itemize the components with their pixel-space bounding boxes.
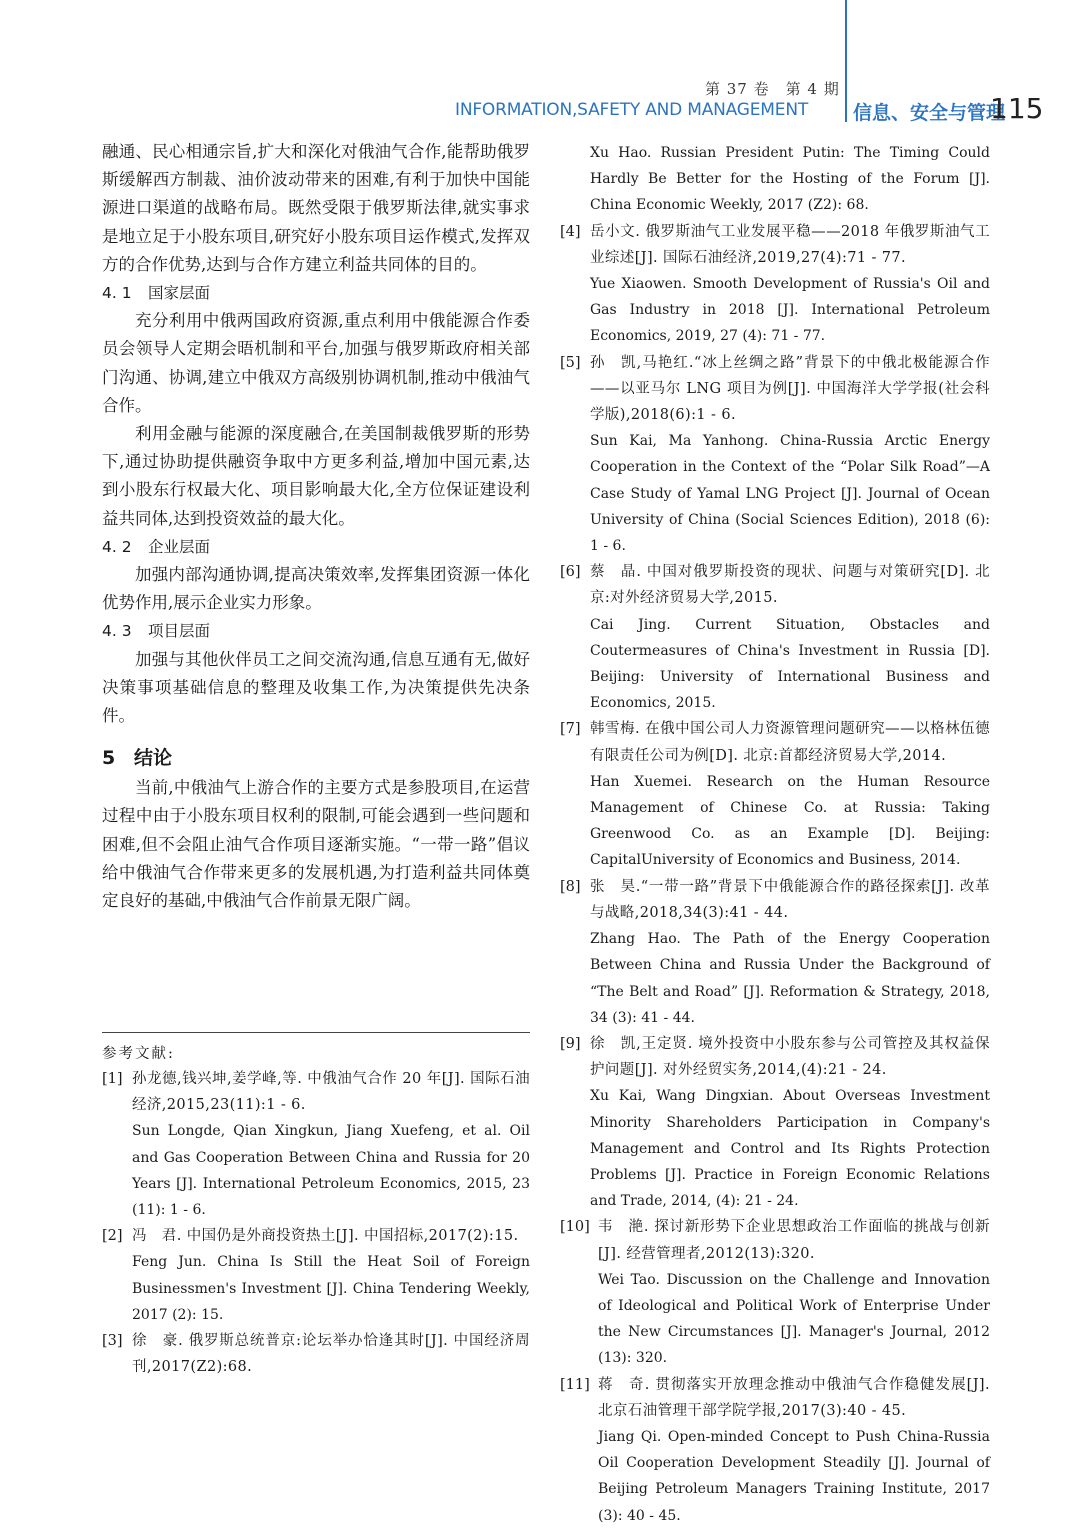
references-left xyxy=(102,1066,530,1380)
reference-cn: 岳小文. 俄罗斯油气工业发展平稳——2018 年俄罗斯油气工业综述[J]. 国际石油经济,2019,27(4):71 - 77. xyxy=(590,223,990,266)
reference-number: [1] xyxy=(102,1071,123,1087)
section-number: 4. 2 xyxy=(102,537,132,556)
reference-cn: 张 昊.“一带一路”背景下中俄能源合作的路径探索[J]. 改革与战略,2018,34(3):41 - 44. xyxy=(590,878,990,921)
reference-en: Xu Kai, Wang Dingxian. About Overseas Investment Minority Shareholders Participation in Company's Management and Control and Its Rights Protection Problems [J]. Practice in Foreign Economic Relations and Trade, 2014, (4): 21 - 24. xyxy=(590,1088,990,1210)
paragraph: 当前,中俄油气上游合作的主要方式是参股项目,在运营过程中由于小股东项目权利的限制,可能会遇到一些问题和困难,但不会阻止油气合作项目逐渐实施。“一带一路”倡议给中俄油气合作带来更多的发展机遇,为打造利益共同体奠定良好的基础,中俄油气合作前景无限广阔。 xyxy=(102,778,530,911)
reference-en: Jiang Qi. Open-minded Concept to Push China-Russia Oil Cooperation Development Steadily [J]. Journal of Beijing Petroleum Managers Training Institute, 2017 (3): 40 - 45. xyxy=(598,1428,990,1524)
references-title: 参考文献: xyxy=(102,1046,175,1062)
reference-number: [9] xyxy=(560,1035,581,1052)
paragraph: 加强与其他伙伴员工之间交流沟通,信息互通有无,做好决策事项基础信息的整理及收集工作,为决策提供先决条件。 xyxy=(102,649,530,726)
reference-en: Feng Jun. China Is Still the Heat Soil of Foreign Businessmen's Investment [J]. China Tendering Weekly, 2017 (2): 15. xyxy=(132,1254,530,1323)
section-heading xyxy=(102,744,530,772)
reference-item xyxy=(560,350,990,560)
reference-cn: 蒋 奇. 贯彻落实开放理念推动中俄油气合作稳健发展[J]. 北京石油管理干部学院学报,2017(3):40 - 45. xyxy=(598,1376,990,1419)
journal-title-cn: 信息、安全与管理 xyxy=(853,102,1006,124)
reference-cn: 冯 君. 中国仍是外商投资热土[J]. 中国招标,2017(2):15. xyxy=(132,1228,519,1245)
reference-en: Wei Tao. Discussion on the Challenge and Innovation of Ideological and Political Work of Enterprise Under the New Circumstances [J]. Manager's Journal, 2012 (13): 320. xyxy=(598,1271,990,1367)
reference-en: Xu Hao. Russian President Putin: The Timing Could Hardly Be Better for the Hosting of the Forum [J]. China Economic Weekly, 2017 (Z2): 68. xyxy=(590,145,990,214)
reference-item xyxy=(102,1223,530,1328)
volume-issue: 第 37 卷 第 4 期 xyxy=(705,80,840,98)
reference-cn: 徐 凯,王定贤. 境外投资中小股东参与公司管控及其权益保护问题[J]. 对外经贸实务,2014,(4):21 - 24. xyxy=(590,1035,990,1079)
reference-cn: 蔡 晶. 中国对俄罗斯投资的现状、问题与对策研究[D]. 北京:对外经济贸易大学,2015. xyxy=(590,564,990,607)
paragraph: 加强内部沟通协调,提高决策效率,发挥集团资源一体化优势作用,展示企业实力形象。 xyxy=(102,565,530,613)
reference-en: Yue Xiaowen. Smooth Development of Russia's Oil and Gas Industry in 2018 [J]. International Petroleum Economics, 2019, 27 (4): 71 - 77. xyxy=(590,276,990,345)
section-number: 4. 3 xyxy=(102,622,132,641)
reference-number: [8] xyxy=(560,878,581,895)
reference-item xyxy=(560,1372,990,1529)
reference-number: [5] xyxy=(560,354,581,371)
reference-item xyxy=(560,716,990,873)
reference-number: [2] xyxy=(102,1228,123,1245)
reference-en: Cai Jing. Current Situation, Obstacles and Coutermeasures of China's Investment in Russia [D]. Beijing: University of International Business and Economics, 2015. xyxy=(590,616,990,712)
page-number: 115 xyxy=(990,92,1044,125)
header-divider xyxy=(845,0,847,122)
reference-item xyxy=(560,874,990,1031)
section-heading xyxy=(102,533,530,561)
section-title: 企业层面 xyxy=(148,537,211,556)
section-title: 项目层面 xyxy=(148,622,211,641)
reference-en: Zhang Hao. The Path of the Energy Cooperation Between China and Russia Under the Background of “The Belt and Road” [J]. Reformation & Strategy, 2018, 34 (3): 41 - 44. xyxy=(590,931,990,1026)
reference-number: [11] xyxy=(560,1376,590,1393)
section-number: 5 xyxy=(102,747,116,770)
reference-item xyxy=(102,1066,530,1223)
section-title: 国家层面 xyxy=(148,284,211,303)
reference-number: [6] xyxy=(560,564,581,581)
reference-number: [3] xyxy=(102,1333,123,1350)
reference-en: Sun Longde, Qian Xingkun, Jiang Xuefeng, et al. Oil and Gas Cooperation Between China and Russia for 20 Years [J]. International Petroleum Economics, 2015, 23 (11): 1 - 6. xyxy=(132,1123,530,1219)
reference-cn: 孙 凯,马艳红.“冰上丝绸之路”背景下的中俄北极能源合作——以亚马尔 LNG 项目为例[J]. 中国海洋大学学报(社会科学版),2018(6):1 - 6. xyxy=(590,354,990,424)
reference-item-continued xyxy=(560,140,990,219)
paragraph: 融通、民心相通宗旨,扩大和深化对俄油气合作,能帮助俄罗斯缓解西方制裁、油价波动带来的困难,有利于加快中国能源进口渠道的战略布局。既然受限于俄罗斯法律,就实事求是地立足于小股东项目,研究好小股东项目运作模式,发挥双方的合作优势,达到与合作方建立利益共同体的目的。 xyxy=(102,142,530,274)
reference-cn: 孙龙德,钱兴坤,姜学峰,等. 中俄油气合作 20 年[J]. 国际石油经济,2015,23(11):1 - 6. xyxy=(132,1071,530,1114)
references-divider xyxy=(102,1032,530,1033)
paragraph: 充分利用中俄两国政府资源,重点利用中俄能源合作委员会领导人定期会晤机制和平台,加强与俄罗斯政府相关部门沟通、协调,建立中俄双方高级别协调机制,推动中俄油气合作。 xyxy=(102,311,530,415)
reference-en: Han Xuemei. Research on the Human Resource Management of Chinese Co. at Russia: Taking Greenwood Co. as an Example [D]. Beijing: CapitalUniversity of Economics and Business, 2014. xyxy=(590,773,990,869)
reference-number: [10] xyxy=(560,1219,590,1236)
reference-item xyxy=(560,1214,990,1371)
reference-cn: 徐 豪. 俄罗斯总统普京:论坛举办恰逢其时[J]. 中国经济周刊,2017(Z2):68. xyxy=(132,1333,530,1376)
reference-item xyxy=(560,219,990,350)
reference-number: [4] xyxy=(560,223,581,240)
reference-cn: 韦 滟. 探讨新形势下企业思想政治工作面临的挑战与创新[J]. 经营管理者,2012(13):320. xyxy=(598,1219,990,1262)
references-right xyxy=(560,140,990,1529)
reference-item xyxy=(560,1031,990,1214)
reference-en: Sun Kai, Ma Yanhong. China-Russia Arctic Energy Cooperation in the Context of the “Polar Silk Road”—A Case Study of Yamal LNG Project [J]. Journal of Ocean University of China (Social Sciences Edition), 2018 (6): 1 - 6. xyxy=(590,433,990,555)
section-heading xyxy=(102,617,530,645)
left-column xyxy=(102,138,530,915)
section-heading xyxy=(102,279,530,307)
reference-item xyxy=(102,1328,530,1380)
reference-number: [7] xyxy=(560,721,581,738)
paragraph: 利用金融与能源的深度融合,在美国制裁俄罗斯的形势下,通过协助提供融资争取中方更多利益,增加中国元素,达到小股东行权最大化、项目影响最大化,全方位保证建设利益共同体,达到投资效益的最大化。 xyxy=(102,424,530,528)
journal-title-en: INFORMATION,SAFETY AND MANAGEMENT xyxy=(455,100,809,120)
reference-item xyxy=(560,559,990,716)
section-title: 结论 xyxy=(134,747,173,770)
reference-cn: 韩雪梅. 在俄中国公司人力资源管理问题研究——以格林伍德有限责任公司为例[D]. 北京:首都经济贸易大学,2014. xyxy=(590,721,990,764)
section-number: 4. 1 xyxy=(102,284,132,303)
